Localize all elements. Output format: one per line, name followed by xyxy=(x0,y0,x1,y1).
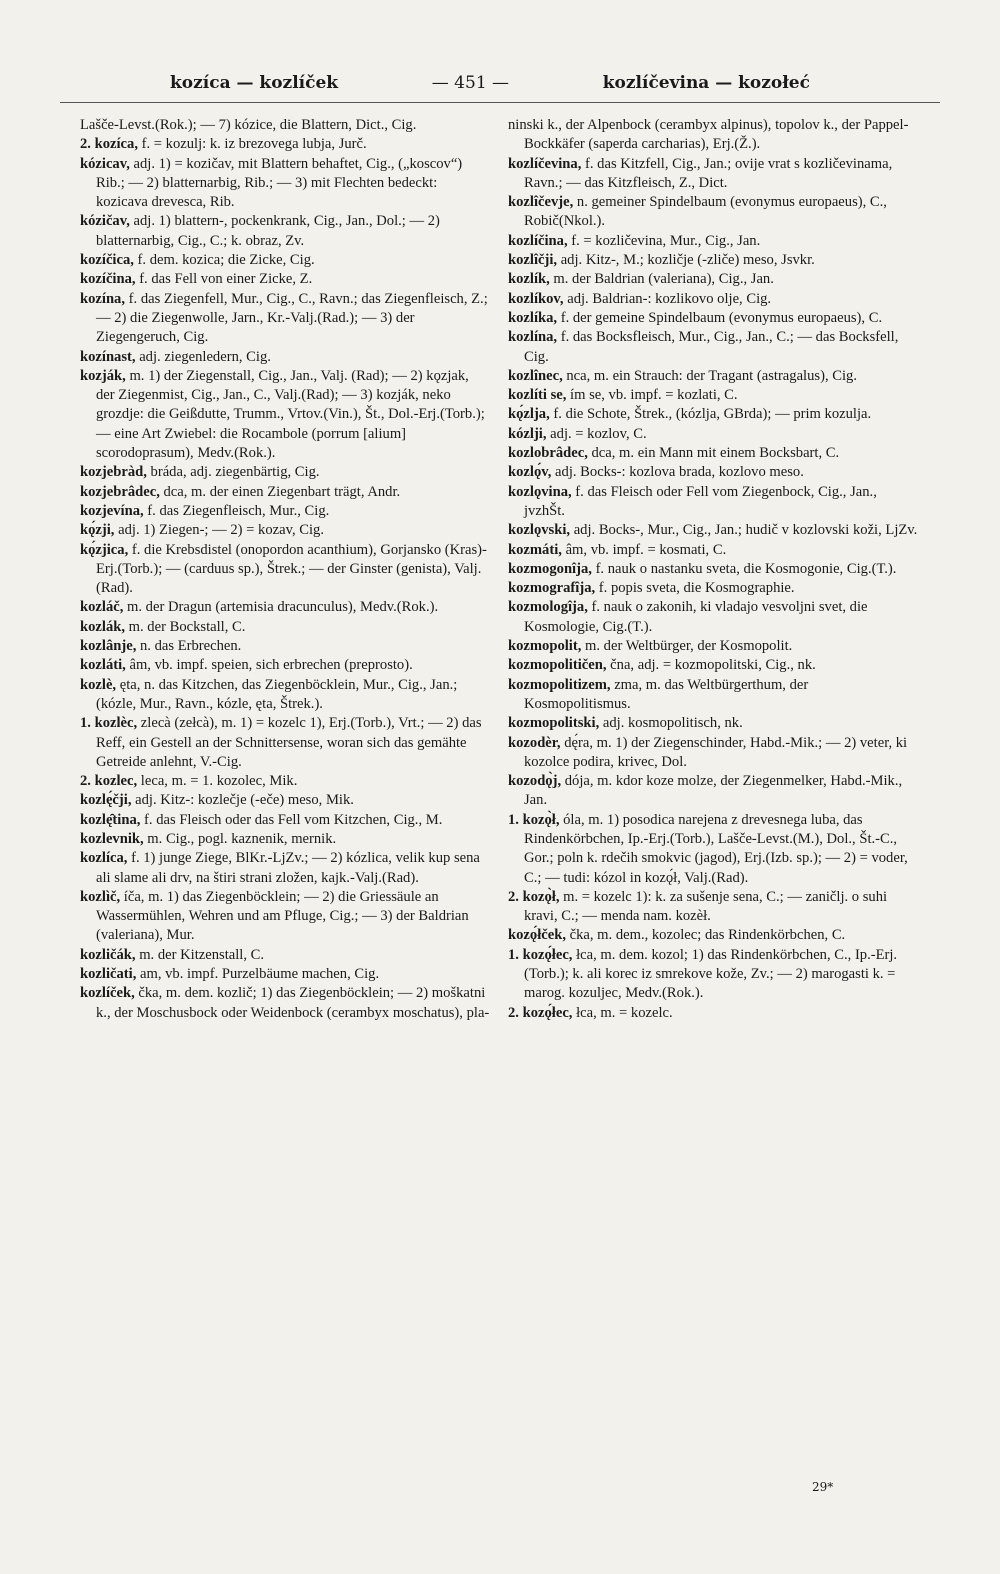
dictionary-entry xyxy=(508,251,918,270)
entry-definition: m. Cig., pogl. kaznenik, mernik. xyxy=(143,830,337,847)
entry-headword: kozlǫ́v, xyxy=(508,464,552,481)
dictionary-entry xyxy=(508,714,918,733)
dictionary-entry xyxy=(508,1004,918,1023)
entry-definition: n. gemeiner Spindelbaum (evonymus europaeus), C., Robič(Nkol.). xyxy=(524,194,887,230)
entry-definition: íča, m. 1) das Ziegenböcklein; — 2) die Griessäule an Wassermühlen, Wehren und am Pfluge, Cig.; — 3) der Baldrian (valeriana), Mur. xyxy=(96,888,469,944)
dictionary-entry xyxy=(80,463,490,482)
entry-headword: kozlè, xyxy=(80,676,117,693)
entry-definition: łca, m. = kozelc. xyxy=(572,1004,673,1021)
entry-definition: f. dem. kozica; die Zicke, Cig. xyxy=(133,252,315,269)
entry-definition: m. 1) der Ziegenstall, Cig., Jan., Valj. (Rad); — 2) kǫzjak, der Ziegenmist, Cig., Jan., C., Valj.(Rad); — 3) kozják, neko grozdje: die Geißdutte, Trumm., Vrtov.(Vin.), Št., Dol.-Erj.(Torb.); — eine Art Zwiebel: die Rocambole (porrum [alium] scorodoprasum), Medv.(Rok.). xyxy=(96,367,485,462)
page-number: — 451 — xyxy=(431,73,510,93)
dictionary-entry xyxy=(80,348,490,367)
entry-headword: kozlíca, xyxy=(80,850,128,867)
entry-definition: f. die Schote, Štrek., (kózlja, GBrda); — prim kozulja. xyxy=(549,406,872,423)
dictionary-entry xyxy=(80,618,490,637)
dictionary-entry xyxy=(80,984,490,1023)
entry-definition: f. das Fleisch oder das Fell vom Kitzchen, Cig., M. xyxy=(140,811,443,828)
entry-headword: kozličák, xyxy=(80,946,136,963)
dictionary-entry xyxy=(508,309,918,328)
entry-definition: zma, m. das Weltbürgerthum, der Kosmopolitismus. xyxy=(524,676,809,712)
dictionary-entry xyxy=(508,232,918,251)
entry-headword: kozlînec, xyxy=(508,367,563,384)
dictionary-entry xyxy=(80,714,490,772)
dictionary-entry xyxy=(80,791,490,810)
dictionary-entry xyxy=(80,290,490,348)
entry-headword: kozjevína, xyxy=(80,502,144,519)
dictionary-entry xyxy=(508,772,918,811)
dictionary-entry xyxy=(508,405,918,424)
entry-headword: kozmopolitizem, xyxy=(508,676,611,693)
entry-headword: kozlîčevje, xyxy=(508,194,574,211)
entry-headword: kozína, xyxy=(80,290,126,307)
dictionary-entry xyxy=(80,502,490,521)
entry-definition: ęta, n. das Kitzchen, das Ziegenböcklein, Mur., Cig., Jan.; (kózle, Mur., Ravn., kózle, ęta, Štrek.). xyxy=(96,676,458,712)
entry-headword: kozlík, xyxy=(508,271,550,288)
entry-definition: n. das Erbrechen. xyxy=(136,638,242,655)
entry-headword: kǫ́zjica, xyxy=(80,541,129,558)
entry-headword: 1. kozǫ̀ł, xyxy=(508,811,560,828)
dictionary-entry xyxy=(508,367,918,386)
dictionary-entry xyxy=(80,888,490,946)
dictionary-entry xyxy=(508,560,918,579)
left-column xyxy=(80,116,490,1023)
entry-definition: nca, m. ein Strauch: der Tragant (astragalus), Cig. xyxy=(562,367,857,384)
entry-headword: kozmogonîja, xyxy=(508,560,592,577)
entry-headword: kozlìč, xyxy=(80,888,121,905)
entry-headword: kozlîčji, xyxy=(508,252,558,269)
entry-headword: kozják, xyxy=(80,367,126,384)
page-header xyxy=(70,66,930,100)
entry-definition: dója, m. kdor koze molze, der Ziegenmelker, Habd.-Mik., Jan. xyxy=(524,773,903,809)
dictionary-entry xyxy=(508,155,918,194)
entry-headword: kozlǫvina, xyxy=(508,483,572,500)
entry-definition: am, vb. impf. Purzelbäume machen, Cig. xyxy=(136,966,380,983)
dictionary-entry xyxy=(508,521,918,540)
dictionary-entry xyxy=(508,270,918,289)
header-rule xyxy=(60,102,940,103)
entry-definition: adj. 1) Ziegen-; — 2) = kozav, Cig. xyxy=(114,522,324,539)
entry-definition: f. das Fleisch oder Fell vom Ziegenbock, Cig., Jan., jvzhŠt. xyxy=(524,483,877,519)
dictionary-entry xyxy=(508,444,918,463)
entry-definition: f. die Krebsdistel (onopordon acanthium), Gorjansko (Kras)-Erj.(Torb.); — (carduus sp.), Štrek.; — der Ginster (genista), Valj.(Rad). xyxy=(96,541,487,597)
dictionary-entry xyxy=(508,676,918,715)
dictionary-entry xyxy=(80,367,490,463)
entry-definition: f. popis sveta, die Kosmographie. xyxy=(595,580,795,597)
entry-headword: kózicav, xyxy=(80,155,130,172)
entry-definition: čka, m. dem. kozlič; 1) das Ziegenböcklein; — 2) moškatni k., der Moschusbock oder Weidenbock (cerambyx moschatus), pla- xyxy=(96,985,490,1021)
dictionary-entry xyxy=(80,155,490,213)
entry-definition: adj. = kozlov, C. xyxy=(546,425,647,442)
entry-headword: kozlobrâdec, xyxy=(508,445,588,462)
entry-definition: f. das Kitzfell, Cig., Jan.; ovije vrat s kozličevinama, Ravn.; — das Kitzfleisch, Z., Dict. xyxy=(524,155,893,191)
entry-headword: kozlę́čji, xyxy=(80,792,132,809)
entry-definition: m. der Dragun (artemisia dracunculus), Medv.(Rok.). xyxy=(123,599,439,616)
entry-definition: f. nauk o zakonih, ki vladajo vesvoljni svet, die Kosmologie, Cig.(T.). xyxy=(524,599,868,635)
dictionary-entry xyxy=(508,734,918,773)
dictionary-entry xyxy=(508,328,918,367)
entry-definition: m. der Weltbürger, der Kosmopolit. xyxy=(581,638,793,655)
dictionary-entry xyxy=(80,270,490,289)
entry-headword: kozmologîja, xyxy=(508,599,588,616)
entry-definition: adj. Kitz-, M.; kozličje (-zliče) meso, Jsvkr. xyxy=(557,252,815,269)
dictionary-entry xyxy=(508,483,918,522)
entry-definition: leca, m. = 1. kozolec, Mik. xyxy=(137,773,298,790)
entry-definition: f. 1) junge Ziege, BlKr.-LjZv.; — 2) kózlica, velik kup sena ali slame ali drv, na štiri strani zložen, kajk.-Valj.(Rad). xyxy=(96,850,480,886)
entry-definition: čka, m. dem., kozolec; das Rindenkörbchen, C. xyxy=(565,927,846,944)
entry-headword: 2. kozlec, xyxy=(80,773,138,790)
dictionary-entry xyxy=(80,598,490,617)
entry-headword: kozlíkov, xyxy=(508,290,564,307)
dictionary-entry xyxy=(80,849,490,888)
entry-headword: kozlíka, xyxy=(508,309,558,326)
entry-headword: kozodǫ̀j, xyxy=(508,773,562,790)
entry-definition: f. = kozulj: k. iz brezovega lubja, Jurč. xyxy=(137,136,367,153)
entry-headword: kozlíčevina, xyxy=(508,155,582,172)
entry-definition: dę́ra, m. 1) der Ziegenschinder, Habd.-Mik.; — 2) veter, ki kozolce podira, krivec, Dol. xyxy=(524,734,908,770)
dictionary-entry xyxy=(508,926,918,945)
entry-headword: kozmografîja, xyxy=(508,580,596,597)
dictionary-entry xyxy=(508,425,918,444)
entry-headword: kozlǫvski, xyxy=(508,522,571,539)
entry-definition: adj. Kitz-: kozlečje (-eče) meso, Mik. xyxy=(131,792,354,809)
dictionary-entry xyxy=(80,772,490,791)
dictionary-entry xyxy=(80,656,490,675)
entry-headword: kozmopolitičen, xyxy=(508,657,607,674)
entry-headword: kozodèr, xyxy=(508,734,561,751)
dictionary-entry xyxy=(80,483,490,502)
entry-headword: kozǫ́łček, xyxy=(508,927,566,944)
dictionary-entry xyxy=(508,290,918,309)
entry-headword: kozlíčina, xyxy=(508,232,568,249)
entry-headword: kozláč, xyxy=(80,599,124,616)
entry-definition: adj. 1) blattern-, pockenkrank, Cig., Jan., Dol.; — 2) blatternarbig, Cig., C.; k. obraz, Zv. xyxy=(96,213,440,249)
entry-definition: adj. Baldrian-: kozlikovo olje, Cig. xyxy=(563,290,772,307)
entry-definition: f. = kozličevina, Mur., Cig., Jan. xyxy=(567,232,761,249)
entry-definition: dca, m. ein Mann mit einem Bocksbart, C. xyxy=(587,445,840,462)
entry-definition: čna, adj. = kozmopolitski, Cig., nk. xyxy=(606,657,816,674)
entry-headword: kozlák, xyxy=(80,618,126,635)
dictionary-entry xyxy=(508,811,918,888)
entry-definition: m. der Bockstall, C. xyxy=(125,618,246,635)
dictionary-entry xyxy=(80,135,490,154)
signature-mark: 29* xyxy=(812,1480,834,1494)
entry-definition: adj. 1) = kozičav, mit Blattern behaftet, Cig., („koscov“) Rib.; — 2) blatternarbig, Rib.; — 3) mit Flechten bedeckt: kozicava drevesca, Rib. xyxy=(96,155,463,211)
entry-headword: kozlę̑tina, xyxy=(80,811,141,828)
entry-definition: m. = kozelc 1): k. za sušenje sena, C.; — zaničlj. o suhi kravi, C.; — menda nam. kozèł. xyxy=(524,888,888,925)
entry-headword: 2. kozǫ̀ł, xyxy=(508,888,560,905)
dictionary-entry xyxy=(508,463,918,482)
entry-definition: ím se, vb. impf. = kozlati, C. xyxy=(566,387,738,404)
entry-definition: ninski k., der Alpenbock (cerambyx alpinus), topolov k., der Pappel-Bockkäfer (saperda carcharias), Erj.(Ž.). xyxy=(508,117,909,153)
header-left-guideword: kozíca — kozlíček xyxy=(170,73,339,93)
dictionary-entry xyxy=(80,521,490,540)
entry-definition: f. das Ziegenfell, Mur., Cig., C., Ravn.; das Ziegenfleisch, Z.; — 2) die Ziegenwolle, Jarn., Kr.-Valj.(Rad.); — 3) der Ziegengeruch, Cig. xyxy=(96,290,488,346)
entry-headword: kozlína, xyxy=(508,329,558,346)
entry-definition: óla, m. 1) posodica narejena z drevesnega luba, das Rindenkörbchen, Ip.-Erj.(Torb.), Lašče-Levst.(M.), Dol., Št.-C., Gor.; poln k. rdečih smokvic (jagod), Erj.(Izb. sp.); — 2) = voder, C.; — tudi: kózol in kozǫ́ł, Valj.(Rad). xyxy=(524,811,908,886)
entry-definition: f. der gemeine Spindelbaum (evonymus europaeus), C. xyxy=(557,309,883,326)
dictionary-entry xyxy=(508,116,918,155)
entry-definition: adj. Bocks-: kozlova brada, kozlovo meso. xyxy=(551,464,804,481)
entry-headword: kozmáti, xyxy=(508,541,562,558)
dictionary-entry xyxy=(80,676,490,715)
entry-definition: zlecà (zełcà), m. 1) = kozelc 1), Erj.(Torb.), Vrt.; — 2) das Reff, ein Gestell an der Schnittersense, woran sich das gemähte Getreide anlehnt, V.-Cig. xyxy=(96,715,482,770)
entry-definition: m. der Kitzenstall, C. xyxy=(135,946,265,963)
dictionary-entry xyxy=(80,251,490,270)
entry-definition: dca, m. der einen Ziegenbart trägt, Andr. xyxy=(159,483,401,500)
entry-headword: kozlevnik, xyxy=(80,830,144,847)
dictionary-entry xyxy=(80,965,490,984)
entry-headword: 2. kozǫ́łec, xyxy=(508,1004,573,1021)
entry-headword: 2. kozíca, xyxy=(80,136,138,153)
entry-definition: bráda, adj. ziegenbärtig, Cig. xyxy=(146,464,320,481)
entry-definition: f. das Fell von einer Zicke, Z. xyxy=(135,271,313,288)
entry-headword: kozínast, xyxy=(80,348,136,365)
entry-definition: âm, vb. impf. = kosmati, C. xyxy=(561,541,727,558)
entry-headword: kózičav, xyxy=(80,213,130,230)
entry-definition: m. der Baldrian (valeriana), Cig., Jan. xyxy=(549,271,774,288)
entry-definition: f. das Ziegenfleisch, Mur., Cig. xyxy=(143,502,330,519)
entry-definition: âm, vb. impf. speien, sich erbrechen (preprosto). xyxy=(125,657,413,674)
entry-headword: kozlíti se, xyxy=(508,387,567,404)
entry-headword: kozjebràd, xyxy=(80,464,147,481)
entry-definition: f. nauk o nastanku sveta, die Kosmogonie, Cig.(T.). xyxy=(591,560,897,577)
dictionary-entry xyxy=(80,946,490,965)
dictionary-entry xyxy=(508,888,918,927)
dictionary-entry xyxy=(508,193,918,232)
dictionary-entry xyxy=(508,386,918,405)
dictionary-entry xyxy=(508,946,918,1004)
dictionary-entry xyxy=(80,541,490,599)
right-column xyxy=(508,116,918,1023)
entry-headword: kozličati, xyxy=(80,966,137,983)
entry-headword: 1. kozlèc, xyxy=(80,715,138,732)
entry-headword: kozlânje, xyxy=(80,638,137,655)
dictionary-entry xyxy=(508,541,918,560)
entry-headword: kǫ́zji, xyxy=(80,522,115,539)
dictionary-entry xyxy=(508,579,918,598)
entry-headword: kozjebrâdec, xyxy=(80,483,160,500)
entry-definition: adj. ziegenledern, Cig. xyxy=(135,348,271,365)
dictionary-entry xyxy=(80,212,490,251)
dictionary-entry xyxy=(80,637,490,656)
entry-definition: Lašče-Levst.(Rok.); — 7) kózice, die Blattern, Dict., Cig. xyxy=(80,117,417,133)
entry-headword: kozláti, xyxy=(80,657,126,674)
entry-definition: adj. kosmopolitisch, nk. xyxy=(599,715,743,732)
entry-definition: łca, m. dem. kozol; 1) das Rindenkörbchen, C., Ip.-Erj.(Torb.); k. ali korec iz smrekove kože, Zv.; — 2) marogasti k. = marog. kozuljec, Medv.(Rok.). xyxy=(524,946,898,1002)
dictionary-entry xyxy=(508,637,918,656)
dictionary-entry xyxy=(80,830,490,849)
dictionary-entry xyxy=(80,116,490,135)
entry-headword: kozlíček, xyxy=(80,985,135,1002)
entry-definition: adj. Bocks-, Mur., Cig., Jan.; hudič v kozlovski koži, LjZv. xyxy=(570,522,918,539)
entry-headword: kǫ́zlja, xyxy=(508,406,550,423)
header-right-guideword: kozlíčevina — kozołeć xyxy=(602,73,810,93)
entry-headword: 1. kozǫ́łec, xyxy=(508,946,573,963)
dictionary-entry xyxy=(80,811,490,830)
entry-definition: f. das Bocksfleisch, Mur., Cig., Jan., C.; — das Bocksfell, Cig. xyxy=(524,329,899,365)
entry-headword: kozíčica, xyxy=(80,252,134,269)
dictionary-entry xyxy=(508,656,918,675)
entry-headword: kozmopolit, xyxy=(508,638,582,655)
entry-headword: kozmopolitski, xyxy=(508,715,600,732)
entry-headword: kozíčina, xyxy=(80,271,136,288)
dictionary-entry xyxy=(508,598,918,637)
entry-headword: kózlji, xyxy=(508,425,547,442)
